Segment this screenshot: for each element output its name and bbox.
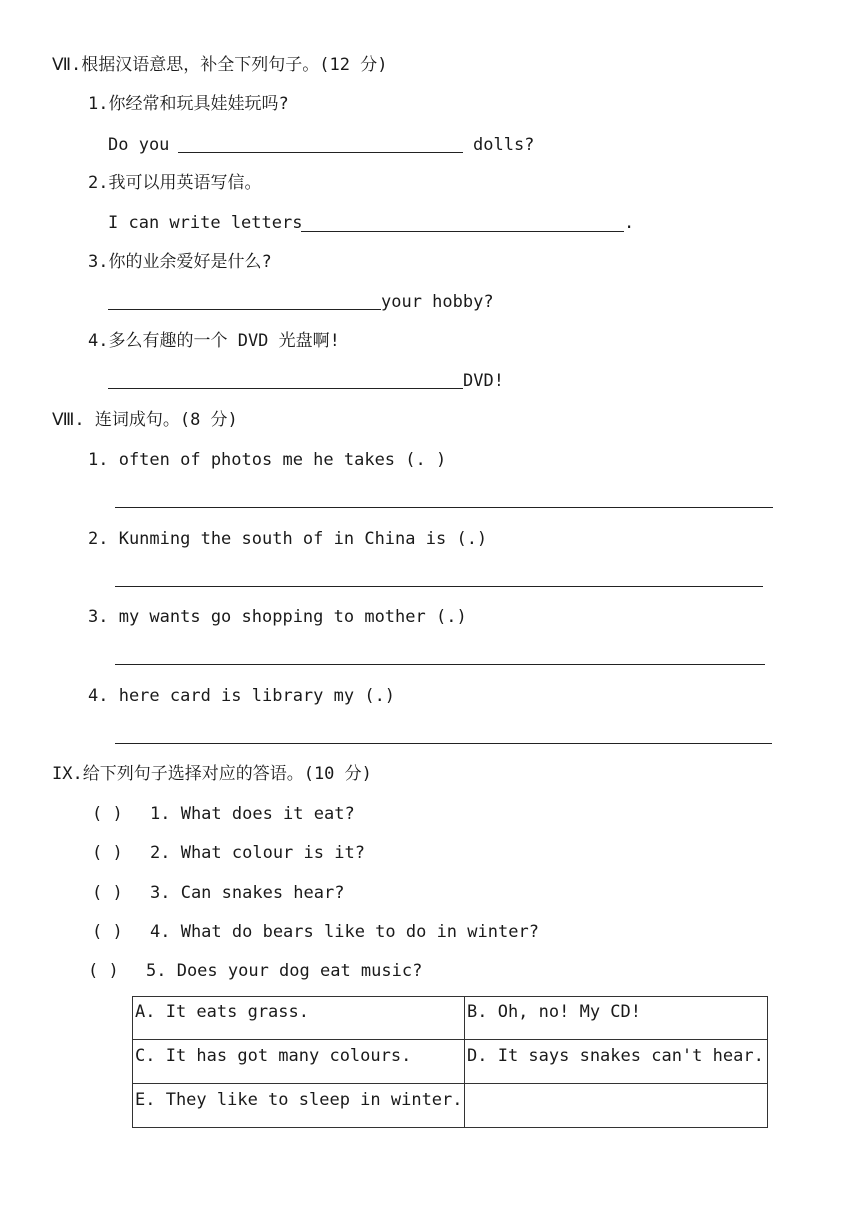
- section7-item4-blank[interactable]: [108, 388, 463, 389]
- section7-item1-pre: Do you: [108, 135, 170, 155]
- section8-item3: 3. my wants go shopping to mother (.): [88, 607, 467, 627]
- section8-item1: 1. often of photos me he takes (. ): [88, 450, 447, 470]
- answer-row: [133, 997, 768, 1040]
- section9-item3-text: 3. Can snakes hear?: [150, 883, 345, 903]
- answer-option-a: A. It eats grass.: [133, 997, 465, 1040]
- section7-item4-prompt: 4.多么有趣的一个 DVD 光盘啊!: [88, 331, 340, 351]
- section7-item2-post: .: [624, 213, 635, 233]
- section9-item4-text: 4. What do bears like to do in winter?: [150, 922, 539, 942]
- answer-row: [133, 1084, 768, 1128]
- section9-item5-paren[interactable]: ( ): [88, 961, 119, 981]
- section9-item2-text: 2. What colour is it?: [150, 843, 365, 863]
- section8-item2: 2. Kunming the south of in China is (.): [88, 529, 488, 549]
- section8-item1-answer-line[interactable]: [115, 507, 773, 508]
- section9-item2-paren[interactable]: ( ): [92, 843, 123, 863]
- answer-empty-cell: [465, 1084, 768, 1128]
- section9-item1-paren[interactable]: ( ): [92, 804, 123, 824]
- section7-item4-post: DVD!: [463, 371, 504, 391]
- section8-heading: Ⅷ. 连词成句。(8 分): [52, 410, 238, 430]
- answer-option-c: C. It has got many colours.: [133, 1040, 465, 1084]
- section7-item2-prompt: 2.我可以用英语写信。: [88, 173, 262, 193]
- section7-item2-blank[interactable]: [301, 231, 624, 232]
- section9-heading: IX.给下列句子选择对应的答语。(10 分): [52, 764, 372, 784]
- section7-item1-post: dolls?: [473, 135, 535, 155]
- section7-item3-prompt: 3.你的业余爱好是什么?: [88, 252, 272, 272]
- section8-item4-answer-line[interactable]: [115, 743, 772, 744]
- section7-item2-pre: I can write letters: [108, 213, 303, 233]
- answer-option-b: B. Oh, no! My CD!: [465, 997, 768, 1040]
- section9-item4-paren[interactable]: ( ): [92, 922, 123, 942]
- section8-item3-answer-line[interactable]: [115, 664, 765, 665]
- answer-option-d: D. It says snakes can't hear.: [465, 1040, 768, 1084]
- section8-item4: 4. here card is library my (.): [88, 686, 396, 706]
- section9-item1-text: 1. What does it eat?: [150, 804, 355, 824]
- answer-options-table: [132, 996, 768, 1128]
- answer-row: [133, 1040, 768, 1084]
- section7-item1-prompt: 1.你经常和玩具娃娃玩吗?: [88, 94, 289, 114]
- section9-item3-paren[interactable]: ( ): [92, 883, 123, 903]
- section7-item1-blank[interactable]: [178, 152, 463, 153]
- section7-item3-post: your hobby?: [381, 292, 494, 312]
- section8-item2-answer-line[interactable]: [115, 586, 763, 587]
- answer-option-e: E. They like to sleep in winter.: [133, 1084, 465, 1128]
- section7-item3-blank[interactable]: [108, 309, 381, 310]
- section7-heading: Ⅶ.根据汉语意思，补全下列句子。(12 分): [52, 55, 388, 75]
- section9-item5-text: 5. Does your dog eat music?: [146, 961, 423, 981]
